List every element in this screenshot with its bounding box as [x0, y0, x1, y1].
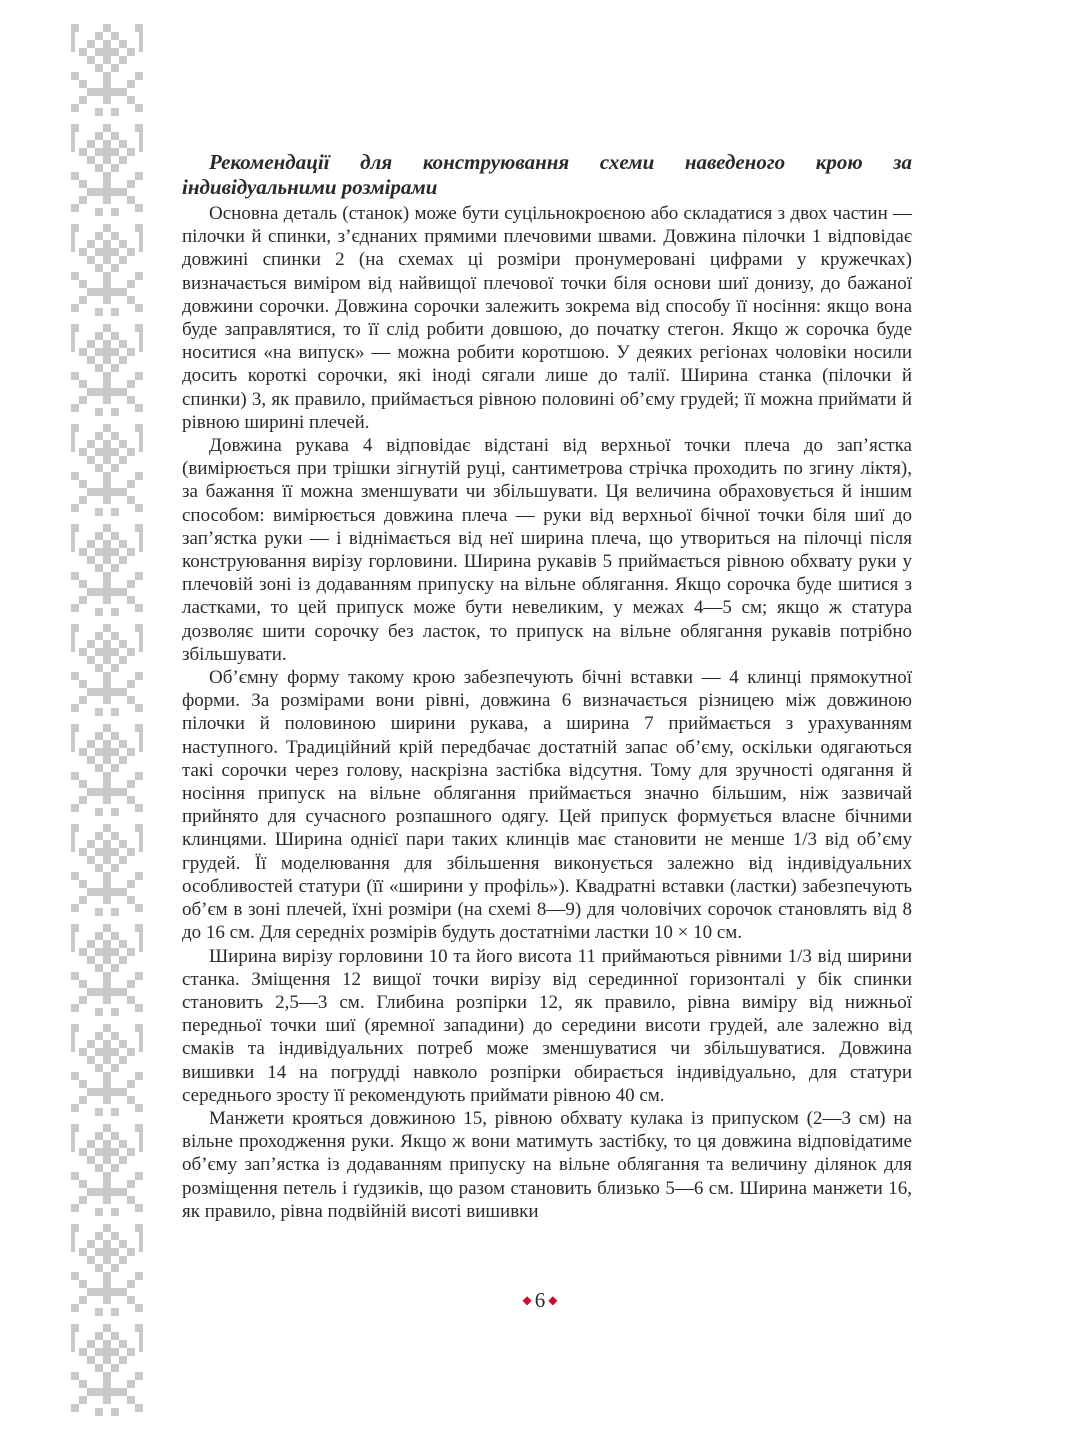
- paragraph: Ширина вирізу горловини 10 та його висота 11 приймаються рівними 1/3 від ширини станка. Зміщення 12 вищої точки вирізу від серединної горизонталі у бік спинки становить 2,5—3 см. Глибина розпірки 12, як правило, рівна виміру від нижньої передньої точки шиї (яремної западини) до середини висоти грудей, але залежно від смаків та індивідуальних потреб може зменшуватися чи збільшуватися. Довжина вишивки 14 на погрудді навколо розпірки обирається індивідуально, для статури середнього зросту її рекомендують приймати рівною 40 см.: [182, 945, 912, 1106]
- paragraph: Довжина рукава 4 відповідає відстані від верхньої точки плеча до зап’ястка (вимірюється при трішки зігнутій руці, сантиметрова стрічка проходить по згину ліктя), за бажання її можна зменшувати чи збільшувати. Ця величина обраховується й іншим способом: вимірюється довжина плеча — руки від верхньої бічної точки біля шиї до зап’ястка руки — і віднімається від неї ширина плеча, що утвориться на пілочці після конструювання вирізу горловини. Ширина рукавів 5 приймається рівною обхвату руки у плечовій зоні із додаванням припуску на вільне облягання. Якщо сорочка буде шитися з ластками, то цей припуск може бути невеликим, у межах 4—5 см; якщо ж статура дозволяє шити сорочку без ласток, то припуск на вільне облягання рукавів потрібно збільшувати.: [182, 435, 912, 665]
- paragraph: Об’ємну форму такому крою забезпечують бічні вставки — 4 клинці прямокутної форми. За розмірами вони рівні, довжина 6 визначається різницею між довжиною пілочки й половиною ширини рукава, а ширина 7 приймається з урахуванням наступного. Традиційний крій передбачає достатній запас об’єму, оскільки одягаються такі сорочки через голову, наскрізна застібка відсутня. Тому для зручності одягання й носіння припуск на вільне облягання приймається значно більшим, ніж зазвичай прийнято для сучасного розпашного одягу. Цей припуск формується власне бічними клинцями. Ширина однієї пари таких клинців має становити не менше 1/3 від об’єму грудей. Її моделювання для збільшення виконується залежно від індивідуальних особливостей статури (її «ширини у профіль»). Квадратні вставки (ластки) забезпечують об’єм в зоні плечей, їхні розміри (на схемі 8—9) для чоловічих сорочок становлять від 8 до 16 см. Для середніх розмірів будуть достатніми ластки 10 × 10 см.: [182, 667, 912, 944]
- page-number-value: 6: [534, 1288, 546, 1312]
- paragraph: Манжети крояться довжиною 15, рівною обхвату кулака із припуском (2—3 см) на вільне проходження руки. Якщо ж вони матимуть застібку, то ця довжина відповідатиме об’єму зап’ястка із додаванням припуску на вільне облягання та величину ділянок для розміщення петель і ґудзиків, що разом становить близько 5—6 см. Ширина манжети 16, як правило, рівна подвійній висоті вишивки: [182, 1107, 912, 1222]
- section-heading: Рекомендації для конструювання схеми наведеного крою за індивідуальними розмірами: [182, 150, 912, 199]
- embroidery-ornament-strip-icon: [68, 20, 146, 1420]
- red-diamond-icon: ◆: [522, 1293, 532, 1307]
- page-content: [182, 150, 912, 1223]
- paragraph: Основна деталь (станок) може бути суцільнокроєною або складатися з двох частин — пілочки й спинки, з’єднаних прямими плечовими швами. Довжина пілочки 1 відповідає довжині спинки 2 (на схемах ці розміри пронумеровані цифрами у кружечках) визначається виміром від найвищої плечової точки біля основи шиї донизу, до бажаної довжини сорочки. Довжина сорочки залежить зокрема від способу її носіння: якщо вона буде заправлятися, то її слід робити довшою, до початку стегон. Якщо ж сорочка буде носитися «на випуск» — можна робити коротшою. У деяких регіонах чоловіки носили досить короткі сорочки, які іноді сягали лише до талії. Ширина станка (пілочки й спинки) 3, як правило, приймається рівною половині об’єму грудей; її можна приймати й рівною ширині плечей.: [182, 203, 912, 433]
- page-number: [0, 1288, 1080, 1313]
- red-diamond-icon: ◆: [548, 1293, 558, 1307]
